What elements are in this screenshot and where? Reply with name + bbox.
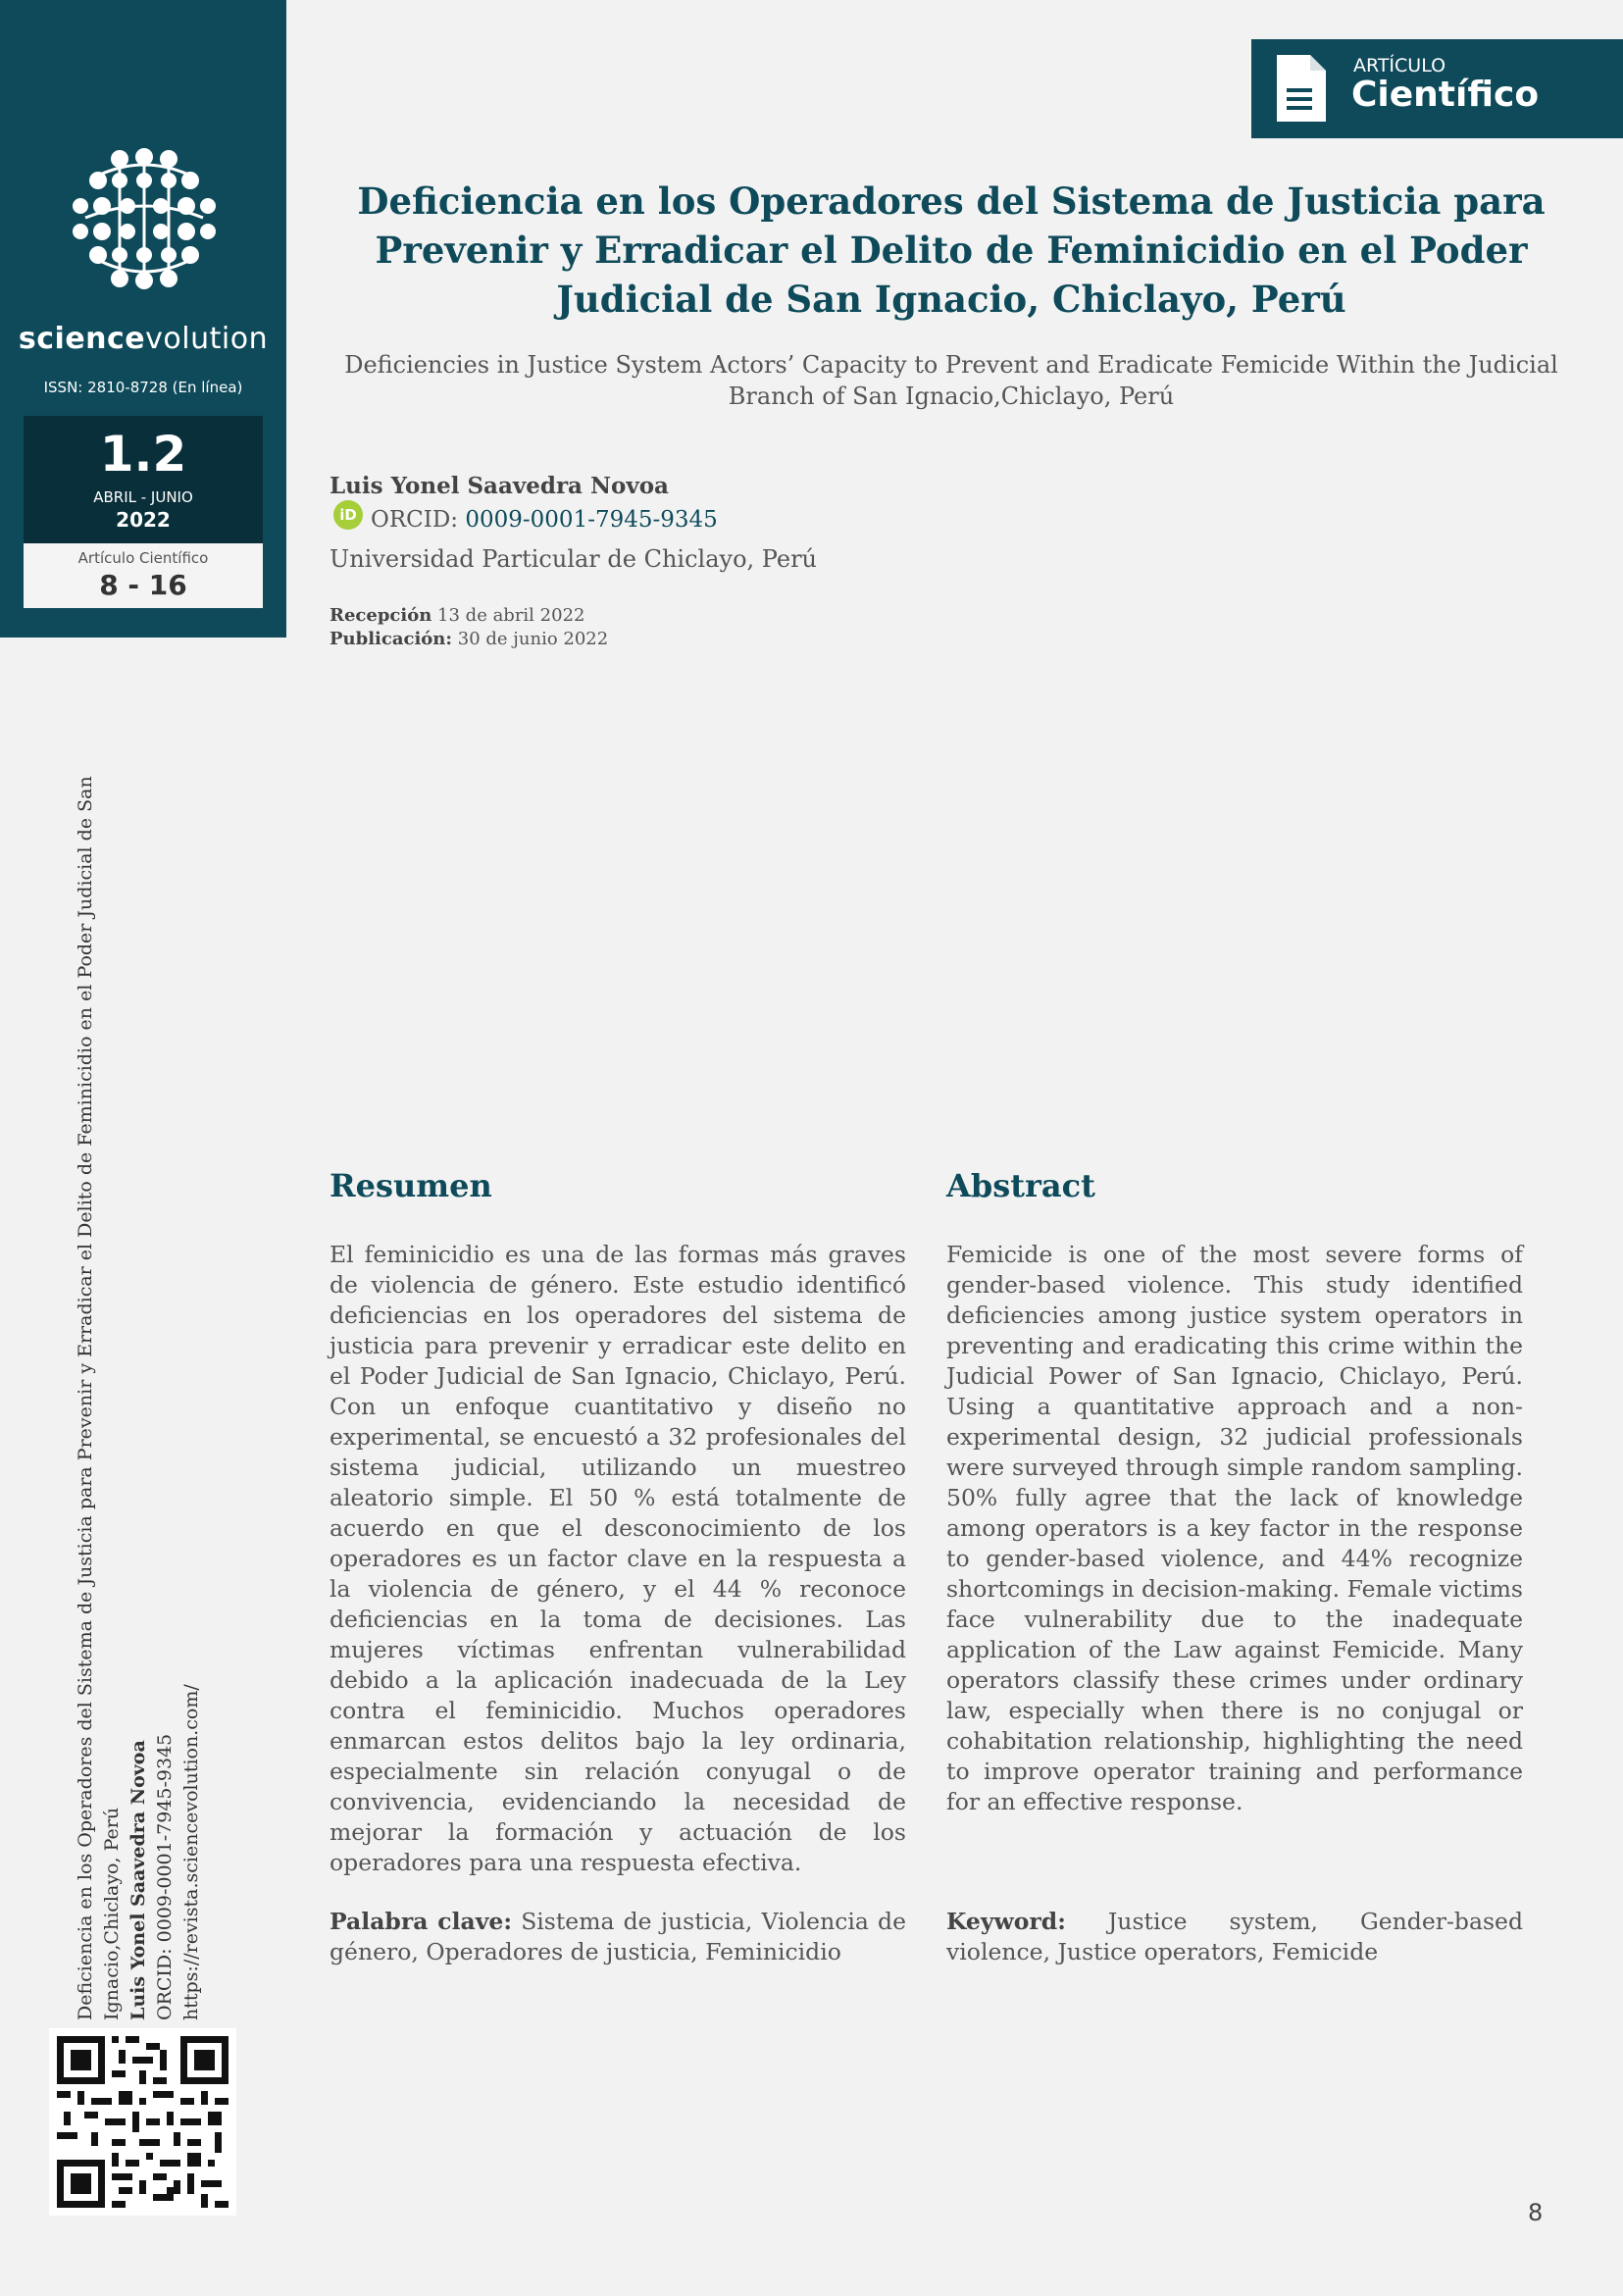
- journal-brand: [0, 322, 286, 356]
- abstract-keywords-value: Justice system, Gender-based violence, Justice operators, Femicide: [946, 1908, 1523, 1965]
- resumen-keywords-label: Palabra clave:: [330, 1908, 513, 1935]
- article-title: Deficiencia en los Operadores del Sistema de Justicia para Prevenir y Erradicar el Delito de Feminicidio en el Poder Judicial de San Ignacio, Chiclayo, Perú: [357, 179, 1546, 321]
- article-subtitle: Deficiencies in Justice System Actors’ Capacity to Prevent and Eradicate Femicide Within the Judicial Branch of San Ignacio,Chiclayo, Perú: [344, 351, 1558, 410]
- document-icon: [1277, 55, 1326, 122]
- issn: ISSN: 2810-8728 (En línea): [43, 379, 243, 396]
- page-range: 8 - 16: [99, 569, 187, 601]
- vertical-citation: [73, 726, 205, 2020]
- volume-year: 2022: [116, 508, 171, 532]
- orcid-link[interactable]: 0009-0001-7945-9345: [465, 507, 718, 533]
- article-dates: [330, 604, 608, 651]
- author-name: Luis Yonel Saavedra Novoa: [330, 473, 669, 499]
- orcid-icon: iD: [333, 500, 363, 530]
- publication-value: 30 de junio 2022: [457, 629, 609, 649]
- citation-author: [126, 726, 152, 2020]
- citation-orcid: ORCID: 0009-0001-7945-9345: [154, 1733, 176, 2020]
- badge-small-text: ARTÍCULO: [1353, 55, 1446, 77]
- journal-sidebar: [0, 0, 286, 638]
- page-number: 8: [1528, 2199, 1544, 2226]
- abstract-keywords: [946, 1907, 1523, 1967]
- article-type-badge: [1251, 39, 1623, 138]
- abstract-text: Femicide is one of the most severe forms of gender-based violence. This study identified deficiencies among justice system operators in preventing and eradicating this crime within the Judicial Power of San Ignacio, Chiclayo, Perú. Using a quantitative approach and a non-experimental design, 32 judicial professionals were surveyed through simple random sampling. 50% fully agree that the lack of knowledge among operators is a key factor in the response to gender-based violence, and 44% recognize shortcomings in decision-making. Female victims face vulnerability due to the inadequate application of the Law against Femicide. Many operators classify these crimes under ordinary law, especially when there is no conjugal or cohabitation relationship, highlighting the need to improve operator training and performance for an effective response.: [946, 1241, 1523, 1815]
- volume-period: ABRIL - JUNIO: [93, 488, 193, 506]
- reception-label: Recepción: [330, 605, 432, 626]
- article-type-label: Artículo Científico: [77, 549, 209, 567]
- brand-bold: science: [18, 322, 146, 356]
- volume-number: 1.2: [99, 426, 187, 483]
- sciencevolution-logo-icon: [61, 145, 228, 290]
- author-affiliation: Universidad Particular de Chiclayo, Perú: [330, 545, 817, 573]
- resumen-heading: Resumen: [330, 1167, 492, 1204]
- citation-url[interactable]: https://revista.sciencevolution.com/: [180, 1684, 202, 2020]
- reception-date: [330, 604, 608, 628]
- volume-box: [24, 416, 263, 543]
- resumen-keywords: [330, 1907, 906, 1967]
- publication-date: [330, 628, 608, 651]
- reception-value: 13 de abril 2022: [437, 605, 585, 626]
- abstract-heading: Abstract: [946, 1167, 1095, 1204]
- publication-label: Publicación:: [330, 629, 453, 649]
- orcid-label: ORCID:: [371, 507, 459, 533]
- citation-line-2: Ignacio,Chiclayo, Perú: [101, 1807, 123, 2020]
- resumen-keywords-value: Sistema de justicia, Violencia de género, Operadores de justicia, Feminicidio: [330, 1908, 906, 1965]
- abstract-keywords-label: Keyword:: [946, 1908, 1066, 1935]
- resumen-text: El feminicidio es una de las formas más graves de violencia de género. Este estudio identificó deficiencias en los operadores del sistema de justicia para prevenir y erradicar este delito en el Poder Judicial de San Ignacio, Chiclayo, Perú. Con un enfoque cuantitativo y diseño no experimental, se encuestó a 32 profesionales del sistema judicial, utilizando un muestreo aleatorio simple. El 50 % está totalmente de acuerdo en que el desconocimiento de los operadores es un factor clave en la respuesta a la violencia de género, y el 44 % reconoce deficiencias en la toma de decisiones. Las mujeres víctimas enfrentan vulnerabilidad debido a la aplicación inadecuada de la Ley contra el feminicidio. Muchos operadores enmarcan estos delitos bajo la ley ordinaria, especialmente sin relación conyugal o de convivencia, evidenciando la necesidad de mejorar la formación y actuación de los operadores para una respuesta efectiva.: [330, 1241, 906, 1876]
- qr-code-icon: [49, 2028, 236, 2216]
- pages-box: [24, 543, 263, 608]
- badge-big-text: Científico: [1351, 75, 1540, 115]
- brand-regular: volution: [145, 322, 269, 356]
- author-orcid: [333, 506, 718, 536]
- citation-author-name: Luis Yonel Saavedra Novoa: [127, 1740, 149, 2020]
- citation-line-1: Deficiencia en los Operadores del Sistema de Justicia para Prevenir y Erradicar el Delito de Feminicidio en el Poder Judicial de San: [75, 776, 96, 2020]
